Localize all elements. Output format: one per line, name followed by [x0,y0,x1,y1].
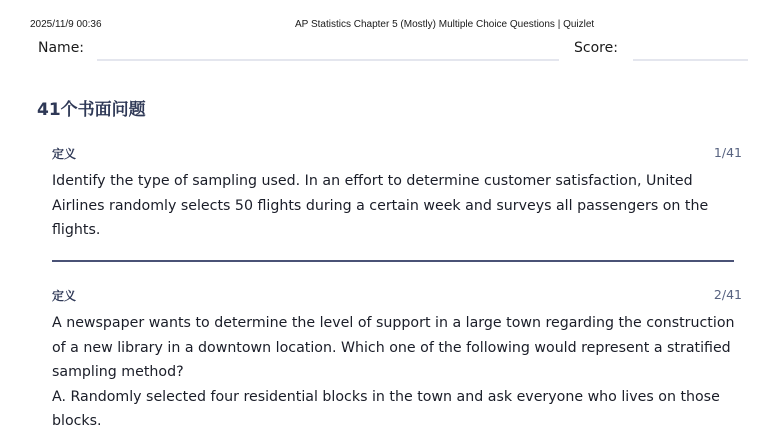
card-header [52,145,742,163]
question-card [52,145,742,243]
card-header [52,287,742,305]
card-question-text: Identify the type of sampling used. In an effort to determine customer satisfaction, United Airlines randomly selects 50 flights during a certain week and surveys all passengers on the flights. [52,173,709,239]
section-title: 41个书面问题 [37,100,146,120]
score-field[interactable] [633,59,748,61]
print-title: AP Statistics Chapter 5 (Mostly) Multiple Choice Questions | Quizlet [295,19,595,30]
name-label: Name: [38,40,85,56]
print-header [30,19,744,31]
answer-divider [52,260,734,262]
card-counter: 1/41 [713,145,742,160]
card-counter: 2/41 [713,287,742,302]
name-score-row [38,40,748,64]
card-term-label: 定义 [52,289,77,303]
card-term-label: 定义 [52,147,77,161]
print-date: 2025/11/9 00:36 [30,19,102,30]
card-question-text: A newspaper wants to determine the level of support in a large town regarding the construction of a new library in a downtown location. Which one of the following would represent a stratified sampling method? A. Randomly selected four residential blocks in the town and ask everyone who lives on those blocks. [52,315,735,430]
question-card [52,287,742,434]
score-label: Score: [574,40,618,56]
name-field[interactable] [97,59,559,61]
